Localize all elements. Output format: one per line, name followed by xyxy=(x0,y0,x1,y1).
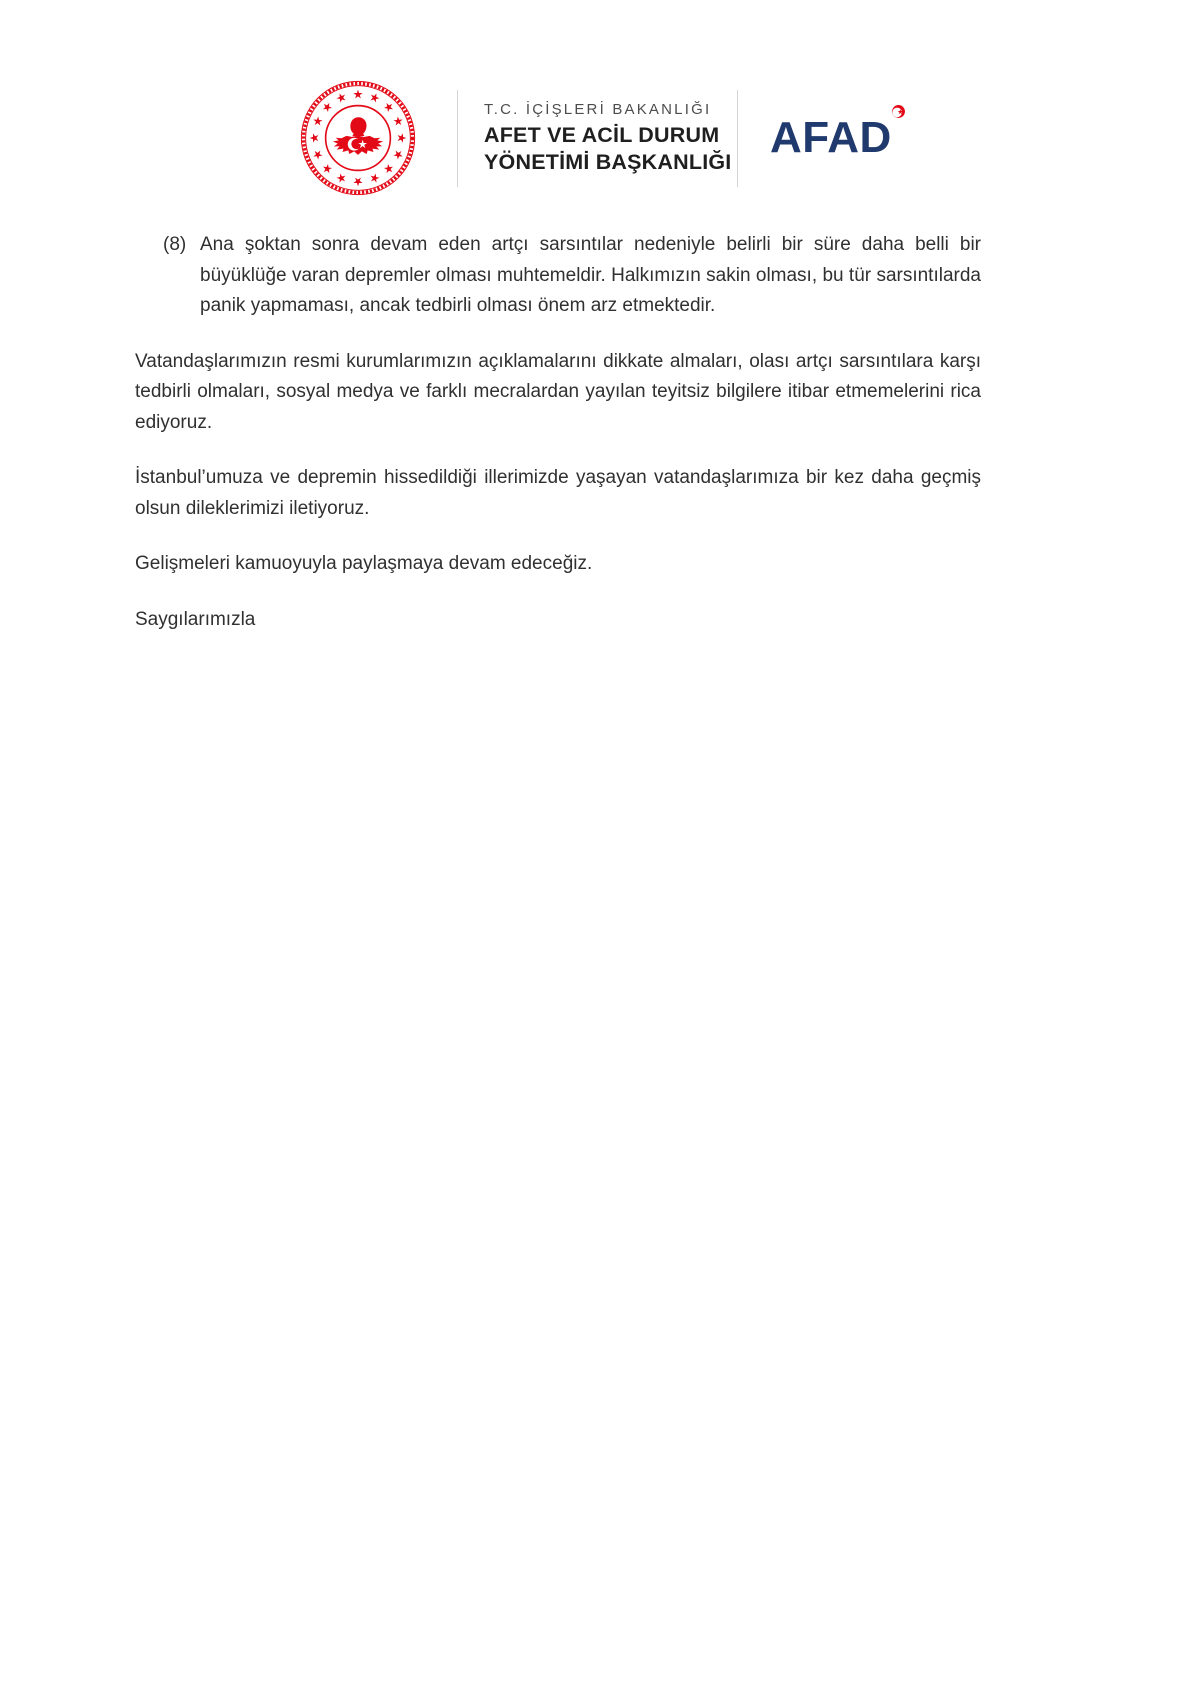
agency-name-line2: YÖNETİMİ BAŞKANLIĞI xyxy=(484,149,732,174)
ministry-seal-icon xyxy=(300,80,416,196)
agency-name-line1: AFET VE ACİL DURUM xyxy=(484,123,720,148)
item-number: (8) xyxy=(163,234,187,255)
header-divider-right xyxy=(737,90,738,187)
closing-salutation: Saygılarımızla xyxy=(135,608,256,630)
header-divider-left xyxy=(457,90,458,187)
paragraph-updates: Gelişmeleri kamuoyuyla paylaşmaya devam edeceğiz. xyxy=(135,553,593,574)
document-body xyxy=(135,230,981,635)
seal-center-motif xyxy=(333,117,383,155)
numbered-paragraph-text: Ana şoktan sonra devam eden artçı sarsıntılar nedeniyle belirli bir süre daha belli bir büyüklüğe varan depremler olması muhtemeldir. Halkımızın sakin olması, bu tür sarsıntılarda panik yapmaması, ancak tedbirli olması önem arz etmektedir. xyxy=(200,234,981,316)
paragraph-wishes: İstanbul’umuza ve depremin hissedildiği illerimizde yaşayan vatandaşlarımıza bir kez daha geçmiş olsun dileklerimizi iletiyoruz. xyxy=(135,467,981,519)
afad-crescent-icon xyxy=(891,104,906,119)
afad-logo xyxy=(770,113,908,162)
paragraph-advisory: Vatandaşlarımızın resmi kurumlarımızın açıklamalarını dikkate almaları, olası artçı sarsıntılara karşı tedbirli olmaları, sosyal medya ve farklı mecralardan yayılan teyitsiz bilgilere itibar etmemelerini rica ediyoruz. xyxy=(135,350,981,433)
ministry-title-block xyxy=(484,101,732,174)
letterhead xyxy=(300,78,908,198)
afad-logo-text: AFAD xyxy=(770,113,892,162)
numbered-paragraph xyxy=(135,230,981,322)
ministry-name: T.C. İÇİŞLERİ BAKANLIĞI xyxy=(484,101,712,119)
